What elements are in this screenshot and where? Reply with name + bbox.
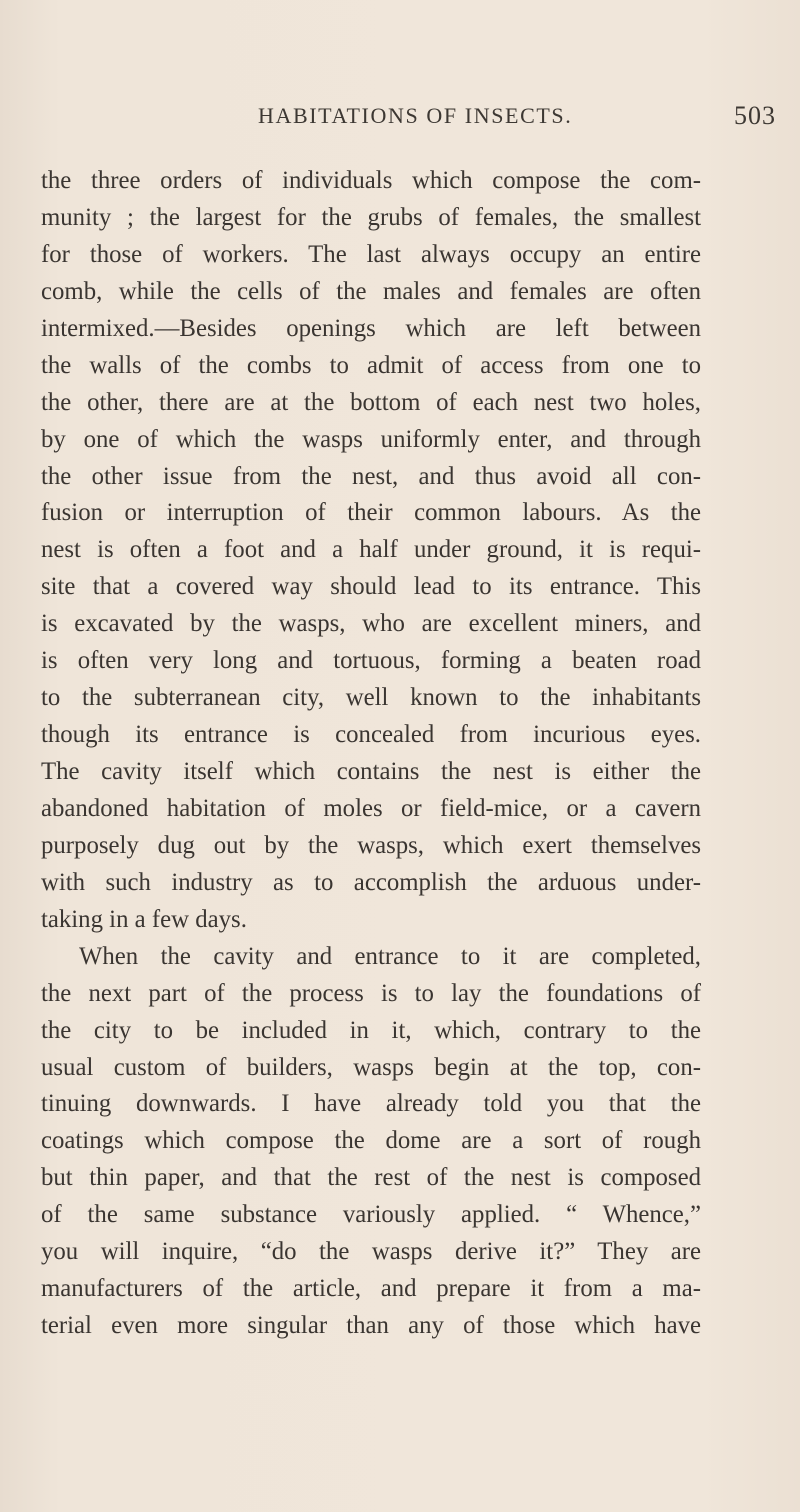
text-line: though its entrance is concealed from incurious eyes.	[41, 721, 701, 749]
running-head: HABITATIONS OF INSECTS.	[258, 103, 573, 128]
text-line: of the same substance variously applied. “ Whence,”	[41, 1201, 701, 1229]
text-line: tinuing downwards. I have already told you that the	[41, 1090, 701, 1118]
text-line: manufacturers of the article, and prepare it from a ma-	[41, 1275, 701, 1303]
text-line: by one of which the wasps uniformly enter, and through	[41, 425, 701, 453]
paragraph-end-line: taking in a few days.	[41, 905, 247, 933]
text-line: the city to be included in it, which, contrary to the	[41, 1016, 701, 1044]
text-line: comb, while the cells of the males and females are often	[41, 277, 701, 305]
text-line: the other issue from the nest, and thus avoid all con-	[41, 462, 701, 490]
text-line: the walls of the combs to admit of access from one to	[41, 351, 701, 379]
text-line: The cavity itself which contains the nest is either the	[41, 758, 701, 785]
text-line: the three orders of individuals which compose the com-	[41, 167, 701, 194]
text-line: you will inquire, “do the wasps derive it?” They are	[41, 1238, 701, 1266]
page-header	[0, 103, 800, 143]
text-line: the next part of the process is to lay the foundations of	[41, 979, 701, 1007]
text-line: munity ; the largest for the grubs of females, the smallest	[41, 203, 701, 231]
text-line: for those of workers. The last always occupy an entire	[41, 240, 701, 268]
paragraph-start-line: When the cavity and entrance to it are completed,	[79, 942, 701, 970]
text-line: site that a covered way should lead to its entrance. This	[41, 573, 701, 601]
text-line: usual custom of builders, wasps begin at the top, con-	[41, 1053, 701, 1081]
text-line: is often very long and tortuous, forming a beaten road	[41, 647, 701, 675]
text-line: abandoned habitation of moles or field-mice, or a cavern	[41, 794, 701, 822]
text-line: terial even more singular than any of those which have	[41, 1312, 701, 1340]
page-number: 503	[734, 101, 776, 130]
body-text	[41, 163, 701, 1345]
text-line: purposely dug out by the wasps, which exert themselves	[41, 831, 701, 859]
text-line: fusion or interruption of their common labours. As the	[41, 499, 701, 527]
text-line: with such industry as to accomplish the arduous under-	[41, 868, 701, 896]
text-line: to the subterranean city, well known to the inhabitants	[41, 684, 701, 712]
text-line: the other, there are at the bottom of each nest two holes,	[41, 388, 701, 416]
text-line: nest is often a foot and a half under ground, it is requi-	[41, 536, 701, 564]
text-line: but thin paper, and that the rest of the nest is composed	[41, 1164, 701, 1192]
text-line: intermixed.—Besides openings which are left between	[41, 314, 701, 342]
text-line: is excavated by the wasps, who are excellent miners, and	[41, 610, 701, 638]
text-line: coatings which compose the dome are a sort of rough	[41, 1127, 701, 1155]
